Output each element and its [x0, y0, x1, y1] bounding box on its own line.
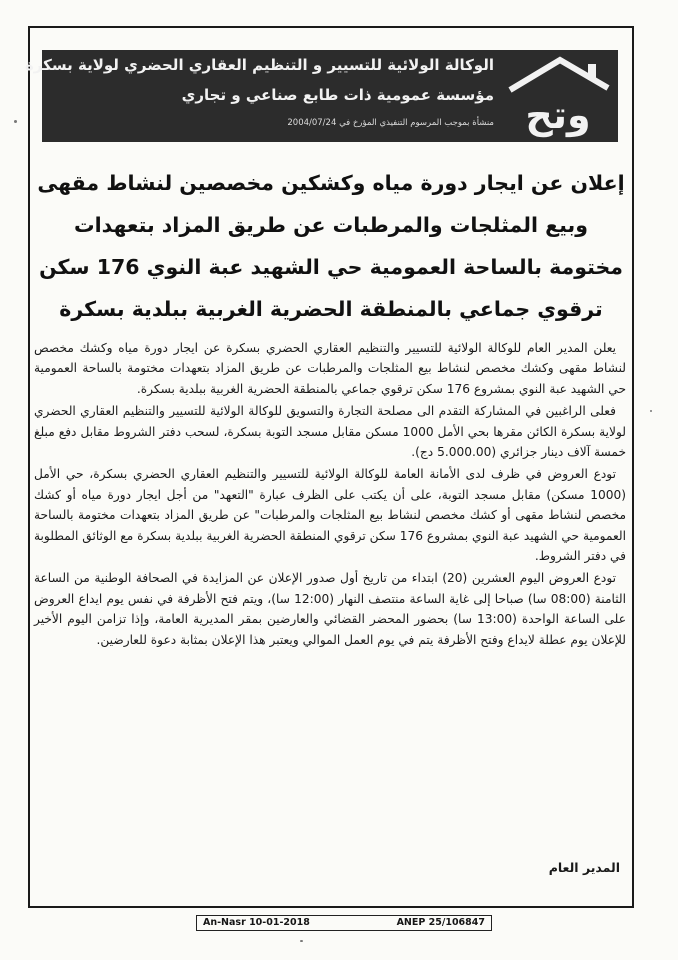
- agency-decree: منشأة بموجب المرسوم التنفيذي المؤرخ في 2004/07/24: [287, 118, 494, 128]
- logo-lettering: وتح: [525, 93, 591, 137]
- agency-logo: [504, 54, 612, 138]
- agency-header-banner: [24, 50, 618, 142]
- scan-speck: [14, 120, 17, 123]
- agency-type: مؤسسة عمومية ذات طابع صناعي و تجاري: [181, 86, 494, 104]
- paragraph-deadline: تودع العروض اليوم العشرين (20) ابتداء من تاريخ أول صدور الإعلان عن المزايدة في الصحافة الوطنية من الساعة الثامنة (08:00 سا) صباحا إلى غاية الساعة منتصف النهار (12:00 سا)، ويتم فتح الأظرفة في نفس يوم ايداع العروض على الساعة الواحدة (13:00 سا) بحضور المحضر القضائي والعارضين بمقر المديرية العامة، وإذا تزامن اليوم الأخير للإعلان يوم عطلة لايداع وفتح الأظرفة يتم في يوم العمل الموالي ويعتبر هذا الإعلان بمثابة دعوة للعارضين.: [34, 571, 627, 647]
- scan-speck: [650, 410, 652, 412]
- announcement-body: [34, 338, 626, 652]
- scan-speck: [300, 940, 303, 942]
- newspaper-ref: An-Nasr 10-01-2018: [203, 917, 310, 928]
- agency-name: الوكالة الولائية للتسيير و التنظيم العقاري الحضري لولاية بسكرة: [24, 56, 494, 74]
- anep-ref: ANEP 25/106847: [396, 917, 485, 928]
- signature: المدير العام: [548, 860, 620, 875]
- announcement-title: إعلان عن ايجار دورة مياه وكشكين مخصصين لنشاط مقهى وبيع المثلجات والمرطبات عن طريق المزاد بتعهدات مختومة بالساحة العمومية حي الشهيد عبة النوي 176 سكن ترقوي جماعي بالمنطقة الحضرية الغربية ببلدية بسكرة: [37, 171, 625, 321]
- publication-footer: [196, 915, 492, 931]
- paragraph-participation: فعلى الراغبين في المشاركة التقدم الى مصلحة التجارة والتسويق للوكالة الولائية للتسيير والتنظيم العقاري الحضري لولاية بسكرة الكائن مقرها بحي الأمل 1000 مسكن مقابل مسجد التوبة بسكرة، لسحب دفتر الشروط مقابل دفع مبلغ خمسة آلاف دينار جزائري (5.000.00 دج).: [34, 404, 626, 460]
- paragraph-submission: تودع العروض في ظرف لدى الأمانة العامة للوكالة الولائية للتسيير والتنظيم العقاري الحضري بسكرة، حي الأمل (1000 مسكن) مقابل مسجد التوبة، على أن يكتب على الظرف عبارة "التعهد" من أجل ايجار دورة مياه أو كشك مخصص لنشاط مقهى أو كشك مخصص لنشاط بيع المثلجات والمرطبات" عن طريق المزاد بتعهدات مختومة بالساحة العمومية حي الشهيد عبة النوي بمشروع 176 سكن ترقوي المنطقة الحضرية الغربية ببلدية بسكرة مع الوثائق المطلوبة في دفتر الشروط.: [34, 467, 627, 564]
- paragraph-announcement: يعلن المدير العام للوكالة الولائية للتسيير والتنظيم العقاري الحضري بسكرة عن ايجار دورة مياه وكشك مخصص لنشاط مقهى وكشك مخصص لنشاط بيع المثلجات والمرطبات عن طريق المزاد بتعهدات مختومة بالساحة العمومية حي الشهيد عبة النوي بمشروع 176 سكن ترقوي جماعي بالمنطقة الحضرية الغربية ببلدية بسكرة.: [34, 341, 626, 396]
